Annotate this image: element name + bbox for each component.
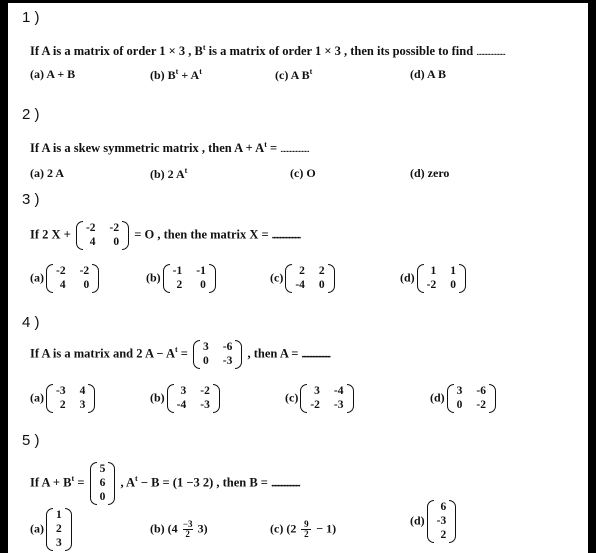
question-4-given-matrix: [193, 340, 242, 369]
matrix-cell: 2: [56, 523, 62, 535]
matrix-cell: -6: [222, 341, 233, 353]
question-1-number: 1 ): [22, 9, 40, 26]
question-4-option-d: (d) 3 -6 0 -2: [430, 384, 498, 413]
matrix-cell: 1: [450, 265, 457, 277]
matrix-cell: -2: [85, 222, 96, 234]
matrix-cell: 3: [56, 537, 62, 549]
question-4-number: 4 ): [22, 314, 40, 331]
matrix-cell: -2: [56, 265, 66, 277]
left-edge: [0, 0, 8, 553]
matrix-cell: 0: [200, 279, 206, 291]
matrix-cell: -2: [79, 265, 90, 277]
matrix-cell: -1: [196, 265, 206, 277]
question-5-option-a: (a) 1 2 3: [30, 508, 74, 551]
question-3-option-c: (c) 2 2 -4 0: [270, 264, 337, 293]
question-1-option-a: (a) A + B: [30, 67, 76, 81]
question-5-option-d: (d) 6 -3 2: [410, 500, 458, 543]
question-2-option-a: (a) 2 A: [30, 166, 64, 180]
question-4-text: If A is a matrix and 2 $A - A^t$ = 3 -6 0 -3 , then A = ...................: [30, 341, 331, 367]
question-1-option-b: (b) $B^t + A^t$: [150, 67, 202, 82]
matrix-cell: 2: [318, 265, 325, 277]
question-2-number: 2 ): [22, 106, 40, 123]
question-5-number: 5 ): [22, 432, 40, 449]
matrix-cell: 0: [203, 355, 209, 367]
matrix-cell: 0: [456, 399, 463, 411]
matrix-cell: 2: [59, 399, 66, 411]
question-1-option-c: (c) A $B^t$: [275, 67, 313, 82]
question-2-text: If A is a skew symmetric matrix , then $A + A^t$ = ...................: [30, 140, 309, 156]
question-4-option-b: (b) 3 -2 -4 -3: [150, 384, 222, 413]
matrix-cell: 1: [430, 265, 437, 277]
question-4-option-a: (a) -3 4 2 3: [30, 384, 97, 413]
question-1-option-d: (d) A B: [410, 67, 447, 81]
matrix-cell: 3: [180, 385, 187, 397]
matrix-cell: -2: [476, 399, 487, 411]
question-5-given-matrix: [90, 462, 116, 505]
matrix-cell: -4: [176, 399, 187, 411]
matrix-cell: -2: [426, 279, 437, 291]
matrix-cell: 3: [456, 385, 463, 397]
matrix-cell: 0: [113, 236, 120, 248]
matrix-cell: -3: [200, 399, 210, 411]
question-2-option-d: (d) zero: [410, 166, 450, 180]
matrix-cell: 6: [99, 477, 106, 489]
question-3-number: 3 ): [22, 191, 40, 208]
matrix-cell: -6: [476, 385, 487, 397]
matrix-cell: 0: [318, 279, 325, 291]
matrix-cell: -3: [436, 515, 447, 527]
question-2-option-c: (c) O: [290, 166, 316, 180]
question-5-text: If $A + B^t$ = 5 6 0 , $A^t - B = (1 -3$ 2) , then B = ...................: [30, 463, 300, 503]
question-3-given-matrix: [76, 221, 129, 250]
matrix-cell: 0: [99, 491, 106, 503]
matrix-cell: 4: [59, 279, 66, 291]
matrix-cell: 5: [99, 463, 106, 475]
matrix-cell: 4: [79, 385, 86, 397]
matrix-cell: -2: [310, 399, 320, 411]
matrix-cell: -3: [222, 355, 233, 367]
matrix-cell: 6: [440, 501, 447, 513]
matrix-cell: -4: [295, 279, 305, 291]
question-1-text: If A is a matrix of order 1 × 3 , $B^t$ is a matrix of order 1 × 3 , then its possible to find ...................: [30, 43, 505, 59]
question-5-option-b: (b) (4 $\frac{-3}{2}$ 3): [150, 519, 208, 539]
question-4-option-c: (c) 3 -4 -2 -3: [285, 384, 356, 413]
matrix-cell: 4: [89, 236, 96, 248]
question-3-option-a: (a) -2 -2 4 0: [30, 264, 101, 293]
question-2-option-b: (b) 2 $A^t$: [150, 166, 188, 181]
right-edge: [588, 0, 596, 553]
question-3-text: If 2 X + -2 -2 4 0 = O , then the matrix X = ...................: [30, 222, 301, 248]
matrix-cell: -2: [200, 385, 210, 397]
matrix-cell: 2: [299, 265, 305, 277]
question-5-option-c: (c) (2 $\frac{9}{2}$ − 1): [270, 519, 337, 539]
question-3-option-b: (b) -1 -1 2 0: [146, 264, 218, 293]
matrix-cell: -2: [109, 222, 120, 234]
matrix-cell: 3: [79, 399, 86, 411]
question-3-option-d: (d) 1 1 -2 0: [400, 264, 468, 293]
matrix-cell: 1: [56, 509, 62, 521]
matrix-cell: 2: [176, 279, 183, 291]
matrix-cell: -1: [172, 265, 183, 277]
matrix-cell: -3: [56, 385, 66, 397]
matrix-cell: 0: [450, 279, 457, 291]
matrix-cell: -4: [333, 385, 344, 397]
matrix-cell: 3: [203, 341, 209, 353]
matrix-cell: 2: [440, 529, 447, 541]
matrix-cell: 3: [314, 385, 320, 397]
matrix-cell: -3: [333, 399, 344, 411]
matrix-cell: 0: [83, 279, 90, 291]
top-edge: [0, 0, 596, 3]
